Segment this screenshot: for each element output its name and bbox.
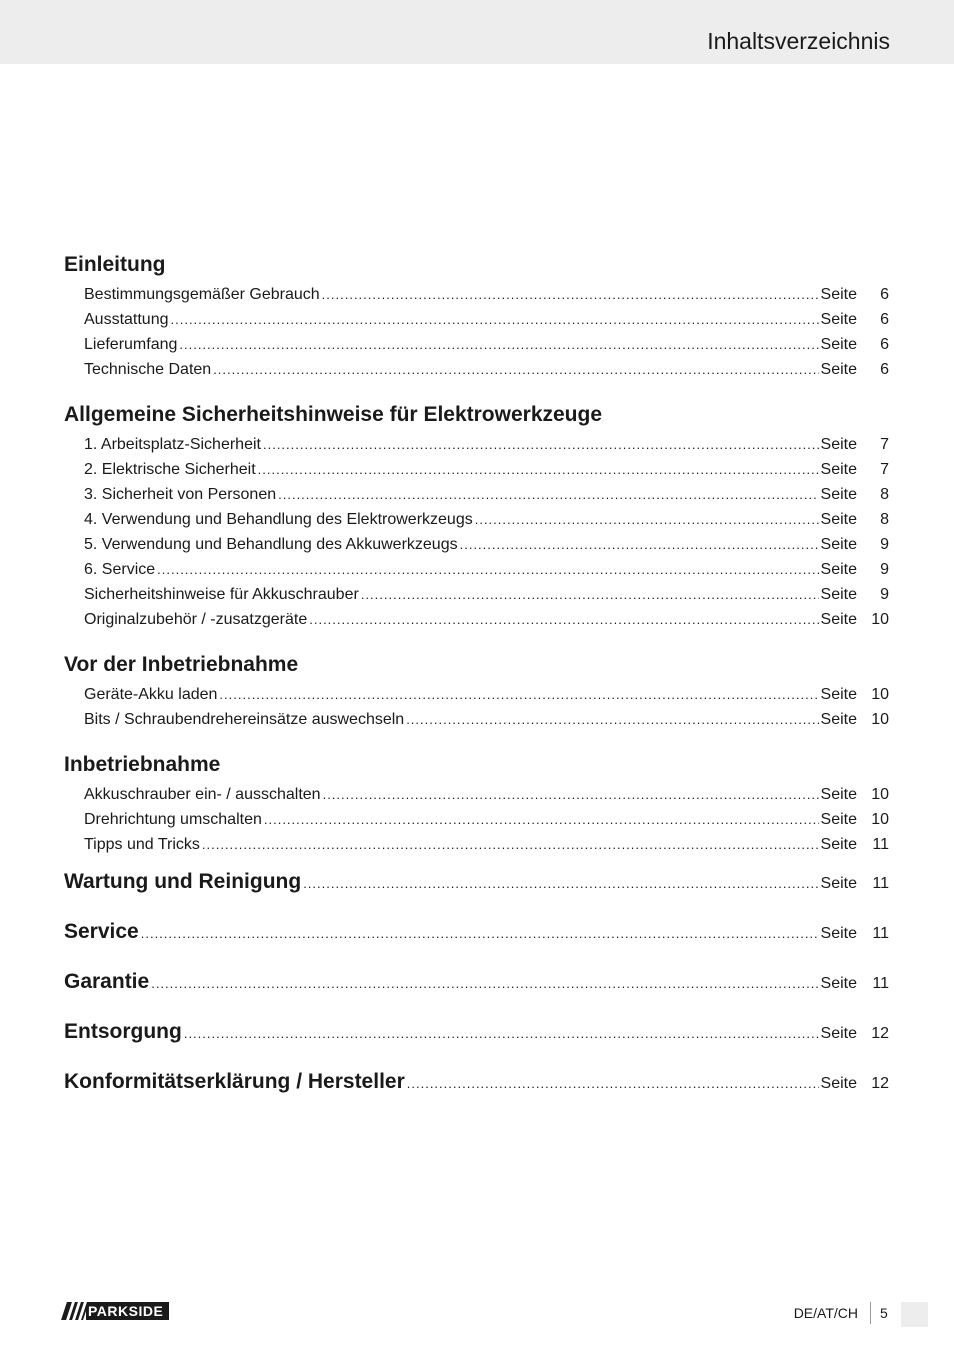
toc-entry[interactable] xyxy=(64,782,889,807)
entry-label: Konformitätserklärung / Hersteller xyxy=(64,1070,405,1093)
entry-label: Lieferumfang xyxy=(84,336,178,353)
entry-page: 8 xyxy=(880,511,889,528)
entry-seite: Seite xyxy=(820,711,857,728)
entry-label: 1. Arbeitsplatz-Sicherheit xyxy=(84,436,261,453)
entry-label: Originalzubehör / -zusatzgeräte xyxy=(84,611,308,628)
footer-box xyxy=(901,1302,928,1327)
dot-leader xyxy=(258,457,819,482)
table-of-contents xyxy=(64,248,889,1115)
entry-seite: Seite xyxy=(820,586,857,603)
entry-page: 6 xyxy=(880,311,889,328)
toc-entry-service[interactable] xyxy=(64,915,889,965)
entry-seite: Seite xyxy=(820,436,857,453)
dot-leader xyxy=(171,307,819,332)
dot-leader xyxy=(151,967,818,1001)
logo-text: PARKSIDE xyxy=(86,1302,169,1320)
entry-label: 2. Elektrische Sicherheit xyxy=(84,461,256,478)
entry-label: Bestimmungsgemäßer Gebrauch xyxy=(84,286,320,303)
entry-page: 10 xyxy=(871,611,889,628)
toc-entry-konformitaet[interactable] xyxy=(64,1065,889,1115)
section-inbetriebnahme xyxy=(64,748,889,857)
entry-seite: Seite xyxy=(820,975,857,992)
entry-label: Entsorgung xyxy=(64,1020,182,1043)
entry-label: Tipps und Tricks xyxy=(84,836,200,853)
entry-label: Akkuschrauber ein- / ausschalten xyxy=(84,786,321,803)
entry-page: 11 xyxy=(872,836,889,853)
dot-leader xyxy=(361,582,819,607)
dot-leader xyxy=(406,707,818,732)
toc-entry[interactable] xyxy=(64,532,889,557)
entry-seite: Seite xyxy=(820,536,857,553)
section-einleitung xyxy=(64,248,889,382)
entry-label: Geräte-Akku laden xyxy=(84,686,218,703)
section-title: Allgemeine Sicherheitshinweise für Elektrowerkzeuge xyxy=(64,403,603,426)
entry-page: 10 xyxy=(871,811,889,828)
section-title: Vor der Inbetriebnahme xyxy=(64,653,299,676)
section-title: Einleitung xyxy=(64,253,166,276)
entry-page: 9 xyxy=(880,536,889,553)
toc-entry-garantie[interactable] xyxy=(64,965,889,1015)
entry-page: 12 xyxy=(871,1025,889,1042)
dot-leader xyxy=(213,357,818,382)
dot-leader xyxy=(202,832,819,857)
entry-label: 3. Sicherheit von Personen xyxy=(84,486,277,503)
entry-seite: Seite xyxy=(820,1075,857,1092)
entry-page: 11 xyxy=(872,925,889,942)
toc-entry[interactable] xyxy=(64,482,889,507)
entry-page: 6 xyxy=(880,336,889,353)
entry-page: 12 xyxy=(871,1075,889,1092)
entry-label: Bits / Schraubendrehereinsätze auswechseln xyxy=(84,711,405,728)
section-sicherheit xyxy=(64,398,889,632)
toc-entry-entsorgung[interactable] xyxy=(64,1015,889,1065)
dot-leader xyxy=(323,782,819,807)
entry-page: 6 xyxy=(880,286,889,303)
entry-seite: Seite xyxy=(820,336,857,353)
entry-label: Wartung und Reinigung xyxy=(64,870,302,893)
entry-seite: Seite xyxy=(820,611,857,628)
entry-seite: Seite xyxy=(820,486,857,503)
dot-leader xyxy=(141,917,819,951)
entry-label: Ausstattung xyxy=(84,311,169,328)
toc-entry[interactable] xyxy=(64,332,889,357)
entry-page: 8 xyxy=(880,486,889,503)
toc-entry[interactable] xyxy=(64,807,889,832)
entry-label: 5. Verwendung und Behandlung des Akkuwerkzeugs xyxy=(84,536,458,553)
footer-page-number: 5 xyxy=(880,1305,888,1321)
entry-page: 9 xyxy=(880,561,889,578)
entry-seite: Seite xyxy=(820,836,857,853)
toc-entry[interactable] xyxy=(64,582,889,607)
parkside-logo xyxy=(64,1302,169,1320)
entry-seite: Seite xyxy=(820,461,857,478)
toc-entry[interactable] xyxy=(64,557,889,582)
entry-seite: Seite xyxy=(820,511,857,528)
toc-entry[interactable] xyxy=(64,357,889,382)
entry-label: Garantie xyxy=(64,970,150,993)
toc-entry[interactable] xyxy=(64,507,889,532)
section-title: Inbetriebnahme xyxy=(64,753,221,776)
entry-seite: Seite xyxy=(820,1025,857,1042)
dot-leader xyxy=(157,557,818,582)
entry-seite: Seite xyxy=(820,786,857,803)
entry-page: 9 xyxy=(880,586,889,603)
logo-stripes-icon xyxy=(61,1302,89,1320)
dot-leader xyxy=(460,532,819,557)
entry-seite: Seite xyxy=(820,286,857,303)
entry-page: 7 xyxy=(880,461,889,478)
entry-page: 6 xyxy=(880,361,889,378)
entry-page: 10 xyxy=(871,786,889,803)
dot-leader xyxy=(219,682,818,707)
entry-seite: Seite xyxy=(820,925,857,942)
dot-leader xyxy=(303,867,818,901)
entry-page: 10 xyxy=(871,686,889,703)
page-title: Inhaltsverzeichnis xyxy=(707,28,890,54)
toc-entry[interactable] xyxy=(64,607,889,632)
toc-entry[interactable] xyxy=(64,282,889,307)
header-bar xyxy=(0,0,954,64)
toc-entry[interactable] xyxy=(64,432,889,457)
entry-seite: Seite xyxy=(820,561,857,578)
toc-entry[interactable] xyxy=(64,307,889,332)
entry-seite: Seite xyxy=(820,686,857,703)
entry-label: Service xyxy=(64,920,139,943)
dot-leader xyxy=(407,1067,819,1101)
entry-page: 11 xyxy=(872,975,889,992)
entry-seite: Seite xyxy=(820,875,857,892)
footer-divider xyxy=(870,1302,871,1324)
dot-leader xyxy=(184,1017,819,1051)
entry-seite: Seite xyxy=(820,811,857,828)
entry-label: 4. Verwendung und Behandlung des Elektrowerkzeugs xyxy=(84,511,473,528)
entry-page: 7 xyxy=(880,436,889,453)
dot-leader xyxy=(278,482,818,507)
entry-label: Drehrichtung umschalten xyxy=(84,811,262,828)
dot-leader xyxy=(322,282,819,307)
entry-seite: Seite xyxy=(820,311,857,328)
dot-leader xyxy=(475,507,819,532)
dot-leader xyxy=(309,607,818,632)
toc-entry[interactable] xyxy=(64,832,889,857)
entry-label: Sicherheitshinweise für Akkuschrauber xyxy=(84,586,359,603)
dot-leader xyxy=(263,432,819,457)
toc-entry[interactable] xyxy=(64,682,889,707)
dot-leader xyxy=(179,332,818,357)
toc-entry-wartung[interactable] xyxy=(64,865,889,915)
footer-language: DE/AT/CH xyxy=(793,1305,858,1321)
toc-entry[interactable] xyxy=(64,707,889,732)
entry-page: 10 xyxy=(871,711,889,728)
dot-leader xyxy=(264,807,819,832)
section-vor-inbetriebnahme xyxy=(64,648,889,732)
entry-label: 6. Service xyxy=(84,561,156,578)
toc-entry[interactable] xyxy=(64,457,889,482)
entry-page: 11 xyxy=(872,875,889,892)
entry-seite: Seite xyxy=(820,361,857,378)
entry-label: Technische Daten xyxy=(84,361,212,378)
